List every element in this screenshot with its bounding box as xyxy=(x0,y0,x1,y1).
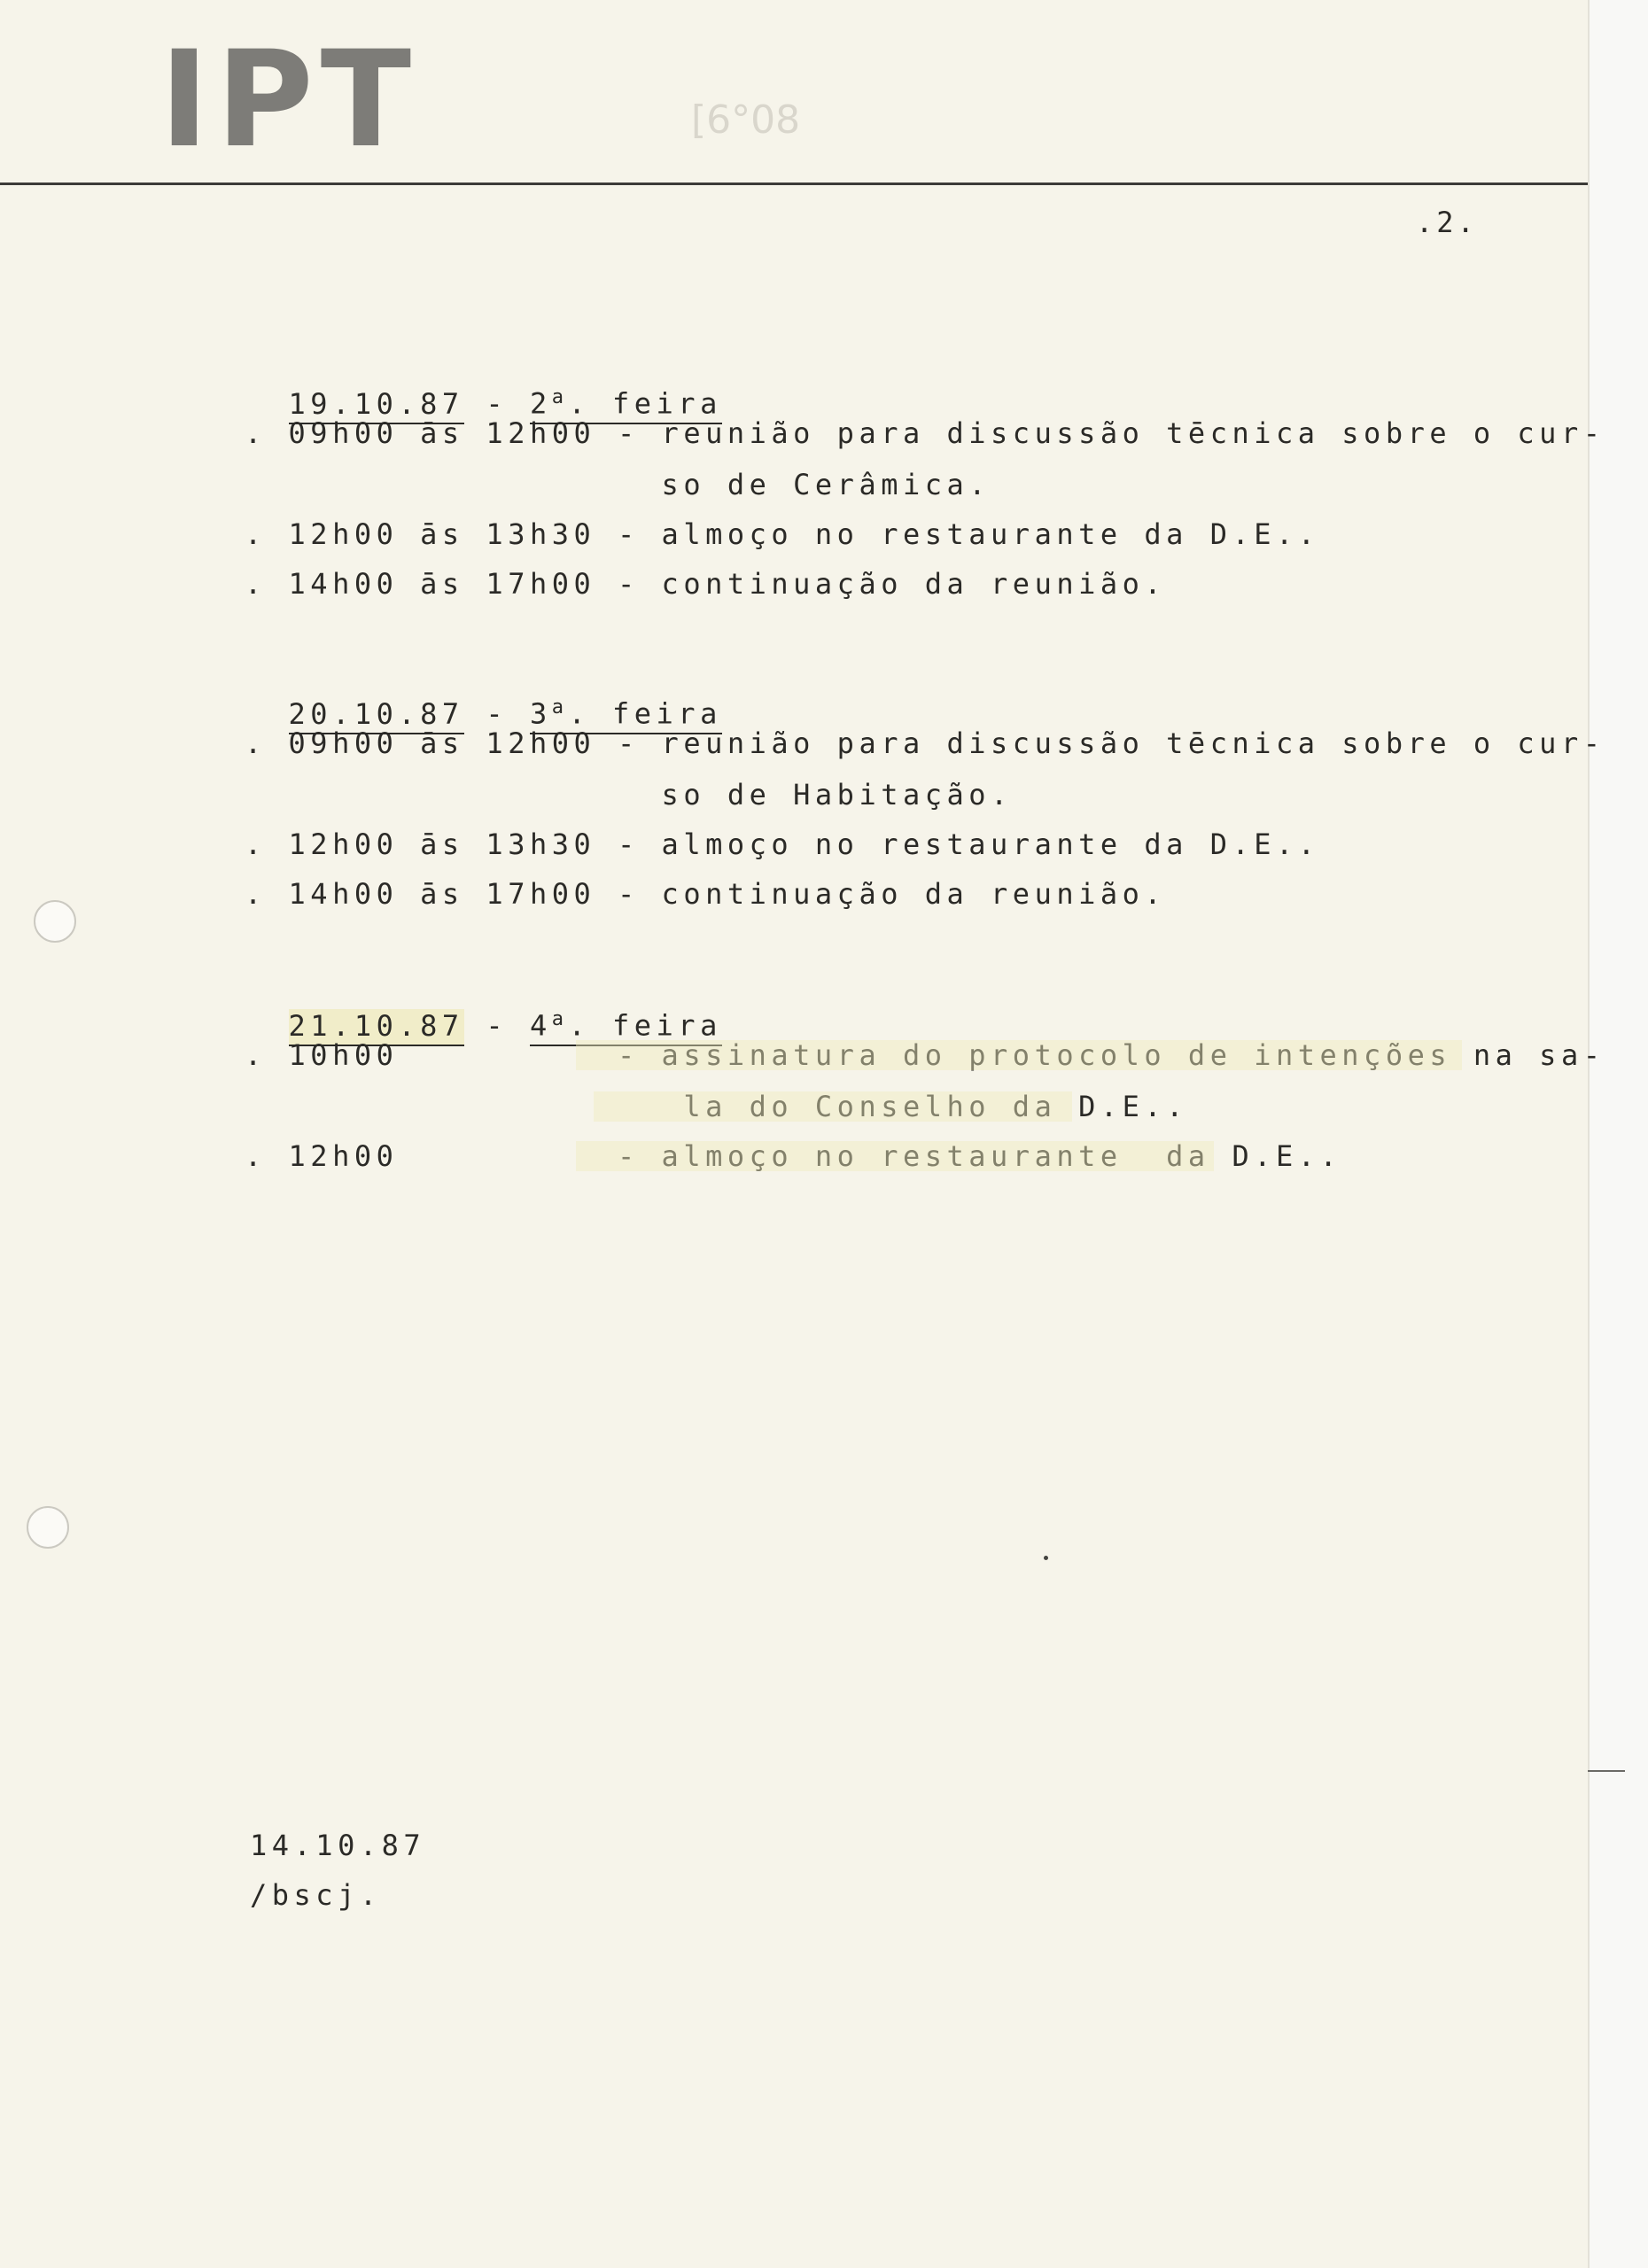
schedule-line: . 09h00 ās 12h00 - reunião para discussão tēcnica sobre o cur- xyxy=(245,726,1605,760)
day-weekday: 4$^a$. feira xyxy=(530,1008,722,1046)
day-date: 20.10.87 xyxy=(289,697,464,734)
edge-mark xyxy=(1588,1770,1625,1772)
footer-initials: /bscj. xyxy=(250,1878,382,1912)
highlight-mark xyxy=(576,1040,1462,1070)
day-heading: 19.10.87 - 2$^a$. feira xyxy=(245,353,722,424)
punch-hole xyxy=(27,1506,69,1549)
footer-date: 14.10.87 xyxy=(250,1829,426,1862)
schedule-line: la do Conselho da D.E.. xyxy=(245,1090,1188,1123)
header-rule xyxy=(0,183,1588,185)
schedule-line: so de Habitação. xyxy=(245,778,1013,812)
punch-hole xyxy=(34,900,76,943)
day-date: 21.10.87 xyxy=(289,1009,464,1046)
schedule-line: . 09h00 ās 12h00 - reunião para discussão tēcnica sobre o cur- xyxy=(245,416,1605,450)
day-date: 19.10.87 xyxy=(289,387,464,424)
schedule-line: . 12h00 ās 13h30 - almoço no restaurante da D.E.. xyxy=(245,517,1320,551)
schedule-line: . 14h00 ās 17h00 - continuação da reunião. xyxy=(245,877,1167,911)
schedule-line: . 12h00 - almoço no restaurante da D.E.. xyxy=(245,1139,1342,1173)
day-weekday: 3$^a$. feira xyxy=(530,696,722,734)
day-heading: 21.10.87 - 4$^a$. feira xyxy=(245,975,722,1046)
ipt-logo: IPT xyxy=(159,23,419,177)
scan-edge xyxy=(1588,0,1648,2268)
highlight-mark xyxy=(594,1091,1072,1122)
speck xyxy=(1044,1556,1048,1560)
day-heading: 20.10.87 - 3$^a$. feira xyxy=(245,663,722,734)
schedule-line: so de Cerâmica. xyxy=(245,468,991,501)
day-weekday: 2$^a$. feira xyxy=(530,386,722,424)
handwritten-note: [6°08 xyxy=(691,97,801,143)
highlight-mark xyxy=(576,1141,1214,1171)
page-number: .2. xyxy=(1416,206,1478,239)
schedule-line: . 12h00 ās 13h30 - almoço no restaurante da D.E.. xyxy=(245,827,1320,861)
schedule-line: . 14h00 ās 17h00 - continuação da reunião. xyxy=(245,567,1167,601)
schedule-line: . 10h00 - assinatura do protocolo de intenções na sa- xyxy=(245,1038,1605,1072)
